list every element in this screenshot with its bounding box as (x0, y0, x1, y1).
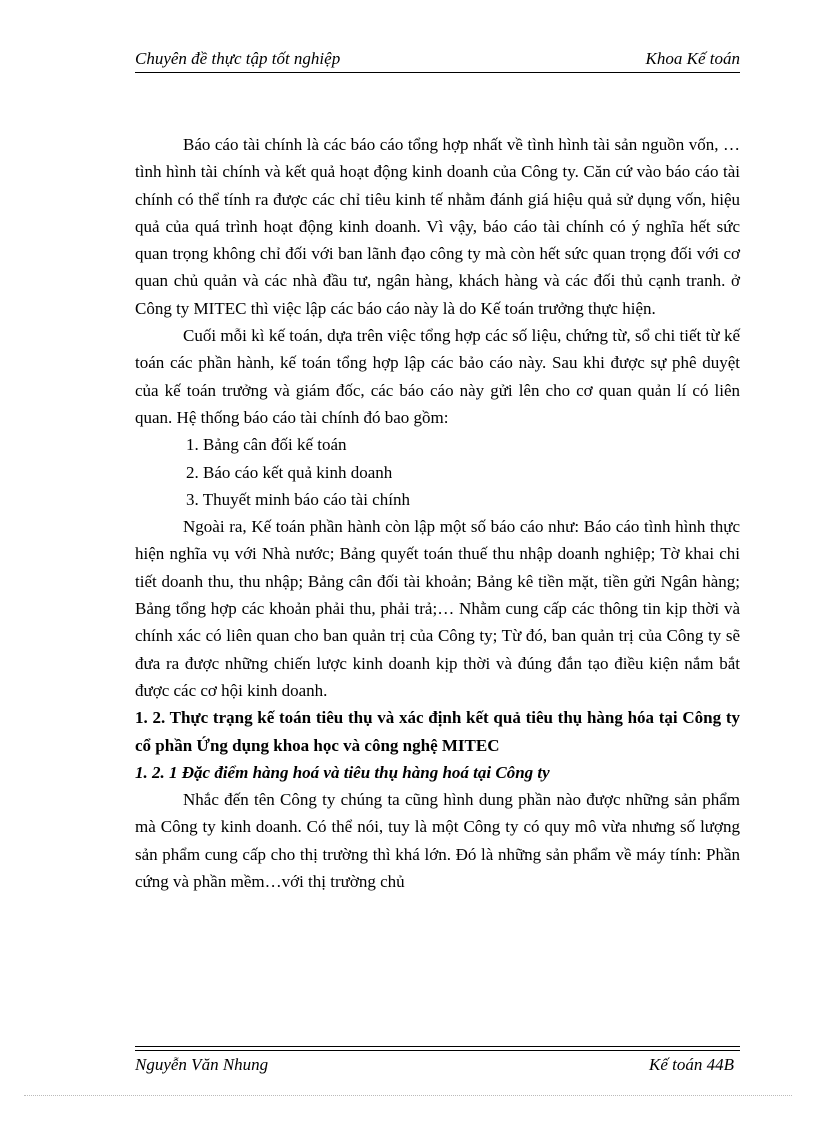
page-edge-line (24, 1095, 792, 1096)
subsection-heading: 1. 2. 1 Đặc điểm hàng hoá và tiêu thụ hàng hoá tại Công ty (135, 762, 550, 782)
list-item-income-statement: 2. Báo cáo kết quả kinh doanh (186, 462, 393, 482)
footer-author: Nguyễn Văn Nhung (135, 1055, 269, 1074)
section-heading: 1. 2. Thực trạng kế toán tiêu thụ và xác định kết quả tiêu thụ hàng hóa tại Công ty cổ phần Ứng dụng khoa học và công nghệ MITEC (135, 708, 740, 755)
page-body (135, 131, 740, 895)
page-footer (135, 1055, 740, 1079)
paragraph-period-end: Cuối mỗi kì kế toán, dựa trên việc tổng hợp các số liệu, chứng từ, sổ chi tiết từ kế toán các phần hành, kế toán tổng hợp lập các bảo cáo này. Sau khi được sự phê duyệt của kế toán trưởng và giám đốc, các báo cáo này gửi lên cho cơ quan quản lí có liên quan. Hệ thống báo cáo tài chính đó bao gồm: (135, 326, 740, 427)
footer-divider (135, 1046, 740, 1051)
list-item-balance-sheet: 1. Bảng cân đối kế toán (186, 435, 347, 455)
paragraph-products: Nhắc đến tên Công ty chúng ta cũng hình dung phần nào được những sản phẩm mà Công ty kinh doanh. Có thể nói, tuy là một Công ty có quy mô vừa nhưng số lượng sản phẩm cung cấp cho thị trường thì khá lớn. Đó là những sản phẩm về máy tính: Phần cứng và phần mềm…với thị trường chủ (135, 790, 740, 892)
page-header (135, 49, 740, 73)
header-document-title: Chuyên đề thực tập tốt nghiệp (135, 49, 341, 68)
header-divider (135, 72, 740, 73)
footer-class: Kế toán 44B (649, 1055, 734, 1074)
paragraph-financial-reports: Báo cáo tài chính là các báo cáo tổng hợp nhất về tình hình tài sản nguồn vốn, …tình hình tài chính và kết quả hoạt động kinh doanh của Công ty. Căn cứ vào báo cáo tài chính có thể tính ra được các chỉ tiêu kinh tế nhằm đánh giá hiệu quả sử dụng vốn, hiệu quả của quá trình hoạt động kinh doanh. Vì vậy, báo cáo tài chính có ý nghĩa hết sức quan trọng không chỉ đối với ban lãnh đạo công ty mà còn hết sức quan trọng đối với cơ quan chủ quản và các nhà đầu tư, ngân hàng, khách hàng và các đối thủ cạnh tranh. ở Công ty MITEC thì việc lập các báo cáo này là do Kế toán trưởng thực hiện. (135, 135, 740, 318)
paragraph-other-reports: Ngoài ra, Kế toán phần hành còn lập một số báo cáo như: Báo cáo tình hình thực hiện nghĩa vụ với Nhà nước; Bảng quyết toán thuế thu nhập doanh nghiệp; Tờ khai chi tiết doanh thu, thu nhập; Bảng cân đối tài khoản; Bảng kê tiền mặt, tiền gửi Ngân hàng; Bảng tổng hợp các khoản phải thu, phải trả;… Nhằm cung cấp các thông tin kịp thời và chính xác có liên quan cho ban quản trị của Công ty; Từ đó, ban quản trị của Công ty sẽ đưa ra được những chiến lược kinh doanh kịp thời và đúng đắn tạo điều kiện nắm bắt được các cơ hội kinh doanh. (135, 517, 740, 700)
header-department: Khoa Kế toán (645, 49, 740, 68)
list-item-notes: 3. Thuyết minh báo cáo tài chính (186, 489, 410, 509)
